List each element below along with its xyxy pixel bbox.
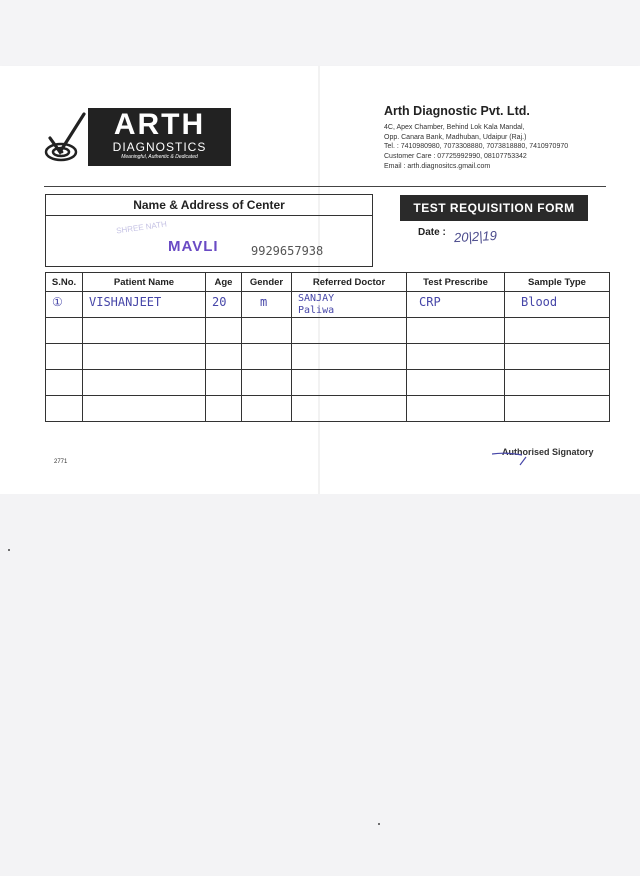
table-cell xyxy=(206,370,242,396)
table-cell xyxy=(206,318,242,344)
table-cell xyxy=(83,396,206,422)
logo-tagline: Meaningful, Authentic & Dedicated xyxy=(121,154,198,160)
center-address-box xyxy=(45,194,373,267)
logo-name: ARTH xyxy=(113,108,206,141)
table-cell xyxy=(46,318,83,344)
table-cell xyxy=(505,396,610,422)
table-row xyxy=(46,396,610,422)
table-cell xyxy=(46,292,83,318)
column-header: Gender xyxy=(242,273,292,292)
company-email: Email : arth.diagnositcs.gmail.com xyxy=(384,163,491,170)
table-cell xyxy=(407,344,505,370)
table-cell xyxy=(242,396,292,422)
authorised-signatory: Authorised Signatory xyxy=(502,447,594,457)
table-cell xyxy=(46,370,83,396)
table-cell xyxy=(505,370,610,396)
center-stamp-name: MAVLI xyxy=(168,238,219,255)
table-cell xyxy=(505,344,610,370)
form-code: 2771 xyxy=(54,459,68,465)
table-cell xyxy=(292,370,407,396)
cell-text: m xyxy=(260,295,268,309)
form-title: TEST REQUISITION FORM xyxy=(400,195,588,221)
center-phone: 9929657938 xyxy=(251,244,324,258)
table-cell xyxy=(206,292,242,318)
table-cell xyxy=(407,370,505,396)
date-label: Date : xyxy=(418,227,446,238)
table-cell xyxy=(292,318,407,344)
cell-text: VISHANJEET xyxy=(89,295,162,309)
table-cell xyxy=(206,396,242,422)
table-cell xyxy=(292,396,407,422)
cell-text: Blood xyxy=(521,295,558,309)
target-check-icon xyxy=(44,112,88,168)
scan-background-bottom xyxy=(0,494,640,876)
date-value: 20|2|19 xyxy=(453,227,498,246)
cell-text: ① xyxy=(52,295,63,309)
center-box-heading: Name & Address of Center xyxy=(46,195,372,216)
header-divider xyxy=(44,186,606,187)
column-header: Age xyxy=(206,273,242,292)
cell-text: CRP xyxy=(419,295,441,309)
table-cell xyxy=(83,318,206,344)
cell-text: SANJAY Paliwa xyxy=(298,293,335,316)
table-cell xyxy=(407,318,505,344)
table-cell xyxy=(206,344,242,370)
table-cell xyxy=(242,344,292,370)
logo-wordmark xyxy=(88,108,231,166)
table-header-row xyxy=(46,273,610,292)
company-details xyxy=(384,104,629,172)
company-name: Arth Diagnostic Pvt. Ltd. xyxy=(384,104,530,118)
table-cell xyxy=(292,344,407,370)
column-header: Test Prescribe xyxy=(407,273,505,292)
company-customer-care: Customer Care : 07725992990, 08107753342 xyxy=(384,153,527,160)
table-cell xyxy=(242,318,292,344)
table-cell xyxy=(292,292,407,318)
table-row xyxy=(46,370,610,396)
scan-background-top xyxy=(0,0,640,70)
table-cell xyxy=(407,292,505,318)
scan-speck xyxy=(378,823,380,825)
column-header: S.No. xyxy=(46,273,83,292)
table-cell xyxy=(242,370,292,396)
table-cell xyxy=(83,292,206,318)
table-cell xyxy=(46,344,83,370)
patient-table-wrapper xyxy=(45,272,610,422)
table-cell xyxy=(505,292,610,318)
column-header: Referred Doctor xyxy=(292,273,407,292)
scan-speck xyxy=(8,549,10,551)
cell-text: 20 xyxy=(212,295,227,309)
table-row xyxy=(46,292,610,318)
table-cell xyxy=(46,396,83,422)
column-header: Sample Type xyxy=(505,273,610,292)
table-row xyxy=(46,344,610,370)
patient-table xyxy=(45,272,610,422)
table-cell xyxy=(407,396,505,422)
table-cell xyxy=(83,370,206,396)
table-row xyxy=(46,318,610,344)
company-logo xyxy=(44,108,207,170)
table-cell xyxy=(83,344,206,370)
signature-strike xyxy=(492,448,532,466)
table-cell xyxy=(505,318,610,344)
column-header: Patient Name xyxy=(83,273,206,292)
logo-subtitle: DIAGNOSTICS xyxy=(112,140,207,154)
company-telephone: Tel. : 7410980980, 7073308880, 7073818880, 7410970970 xyxy=(384,143,569,150)
company-address: 4C, Apex Chamber, Behind Lok Kala Mandal, Opp. Canara Bank, Madhuban, Udaipur (Raj.) xyxy=(384,124,527,141)
center-stamp-faint: SHREE NATH xyxy=(115,219,168,236)
table-cell xyxy=(242,292,292,318)
